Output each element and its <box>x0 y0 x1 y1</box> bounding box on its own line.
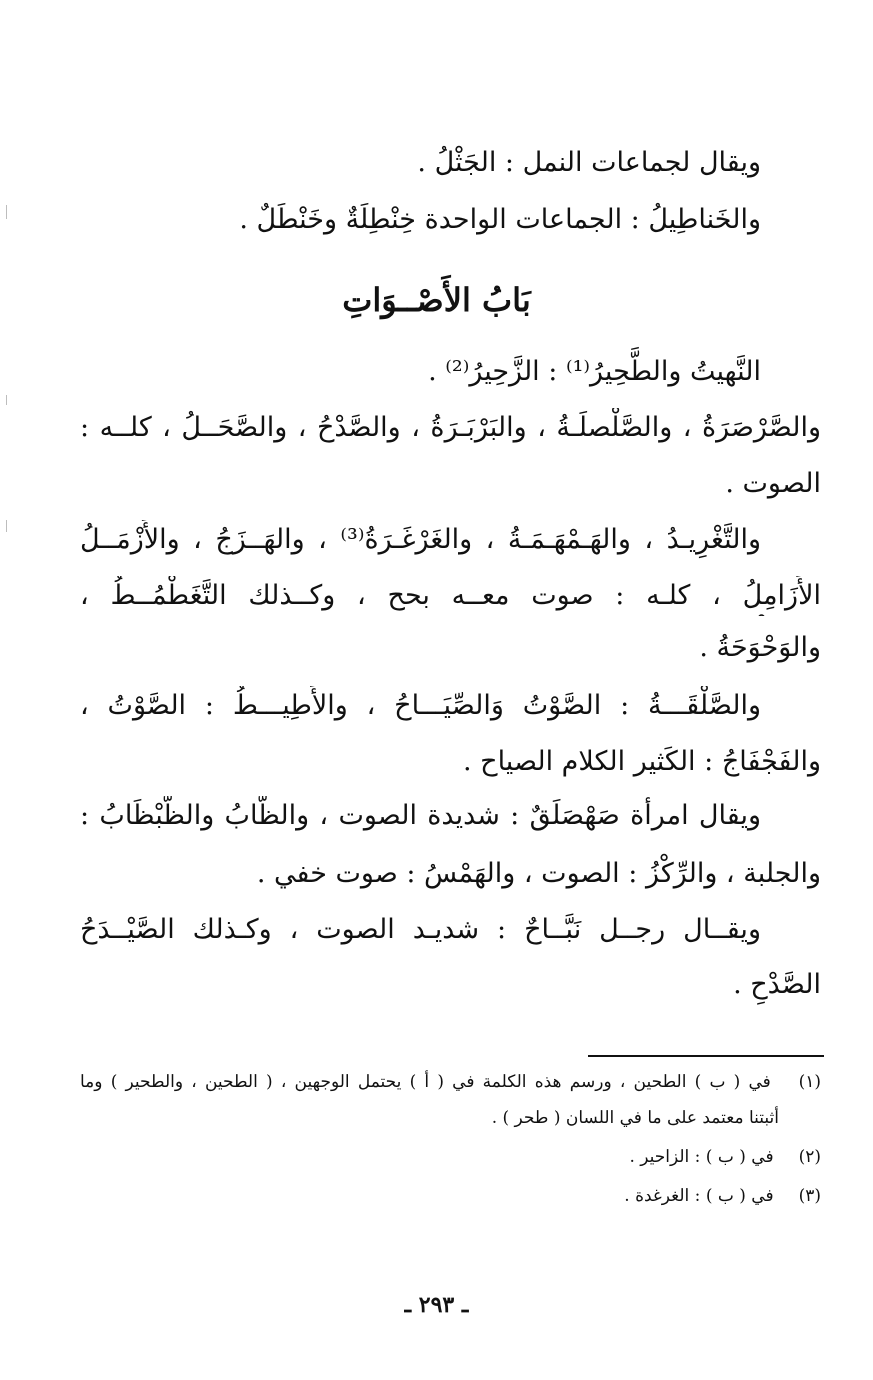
section-title: بَابُ الأَصْــوَاتِ <box>342 281 531 319</box>
section-line-8: والفَجْفَاجُ : الكَثير الكلام الصياح . <box>462 746 821 777</box>
page-number: ـ ٢٩٣ ـ <box>404 1292 469 1318</box>
footnote-1 <box>80 1068 821 1096</box>
footnote-text: في ( ب ) الطحين ، ورسم هذه الكلمة في ( أ ) يحتمل الوجهين ، ( الطحين ، والطحير ) وما <box>80 1072 771 1092</box>
section-line-5: الأَزَامِلُ ، كلـه : صوت معــه بحح ، وكــذلك التَّغَطْمُــطُ ، <box>80 580 821 611</box>
section-line-9: ويقال امرأة صَهْصَلَقٌ : شديدة الصوت ، والظَّابُ والظَّبْظَابُ : <box>80 800 761 831</box>
footnote-number: (١) <box>798 1072 821 1092</box>
section-line-3: الصوت . <box>725 468 821 499</box>
body-line-1: ويقال لجماعات النمل : الجَثْلُ . <box>417 147 761 178</box>
footnote-3 <box>80 1182 821 1210</box>
footnote-1-continuation: أثبتنا معتمد على ما في اللسان ( طحر ) . <box>491 1108 779 1128</box>
footnote-text: في ( ب ) : الزاحير . <box>629 1147 774 1167</box>
section-line-6: والوَحْوَحَةُ . <box>699 632 821 663</box>
scan-artifact <box>6 520 7 532</box>
footnote-number: (٣) <box>798 1186 821 1206</box>
scan-artifact <box>6 395 7 405</box>
footnote-separator <box>588 1055 824 1057</box>
footnote-2 <box>80 1143 821 1171</box>
section-line-1: النَّهيتُ والطَّحِيرُ⁽¹⁾ : الزَّحِيرُ⁽²⁾ . <box>428 356 761 387</box>
scan-artifact <box>6 205 7 219</box>
section-line-10: والجلبة ، والرِّكْزُ : الصوت ، والهَمْسُ : صوت خفي . <box>256 858 821 889</box>
section-line-2: والصَّرْصَرَةُ ، والصَّلْصلَـةُ ، والبَرْبَـرَةُ ، والصَّدْحُ ، والصَّحَــلُ ، كلــه : <box>80 412 821 443</box>
body-line-2: والخَناطِيلُ : الجماعات الواحدة خِنْطِلَةٌ وخَنْطَلٌ . <box>239 204 761 235</box>
section-line-11: ويقــال رجــل نَبَّــاحٌ : شديـد الصوت ، وكـذلك الصَّيْــدَحُ <box>80 914 761 945</box>
section-line-4: والتَّغْرِيـدُ ، والهَـمْهَـمَـةُ ، والغَرْغَـرَةُ⁽³⁾ ، والهَــزَجُ ، والأَزْمَــلُ <box>80 524 761 555</box>
footnote-text: في ( ب ) : الغرغدة . <box>624 1186 774 1206</box>
section-line-12: الصَّدْحِ . <box>733 969 821 1000</box>
footnote-number: (٢) <box>798 1147 821 1167</box>
section-line-7: والصَّلْقَـــةُ : الصَّوْتُ وَالصِّيَـــاحُ ، والأَطِيـــطُ : الصَّوْتُ ، <box>80 690 761 721</box>
